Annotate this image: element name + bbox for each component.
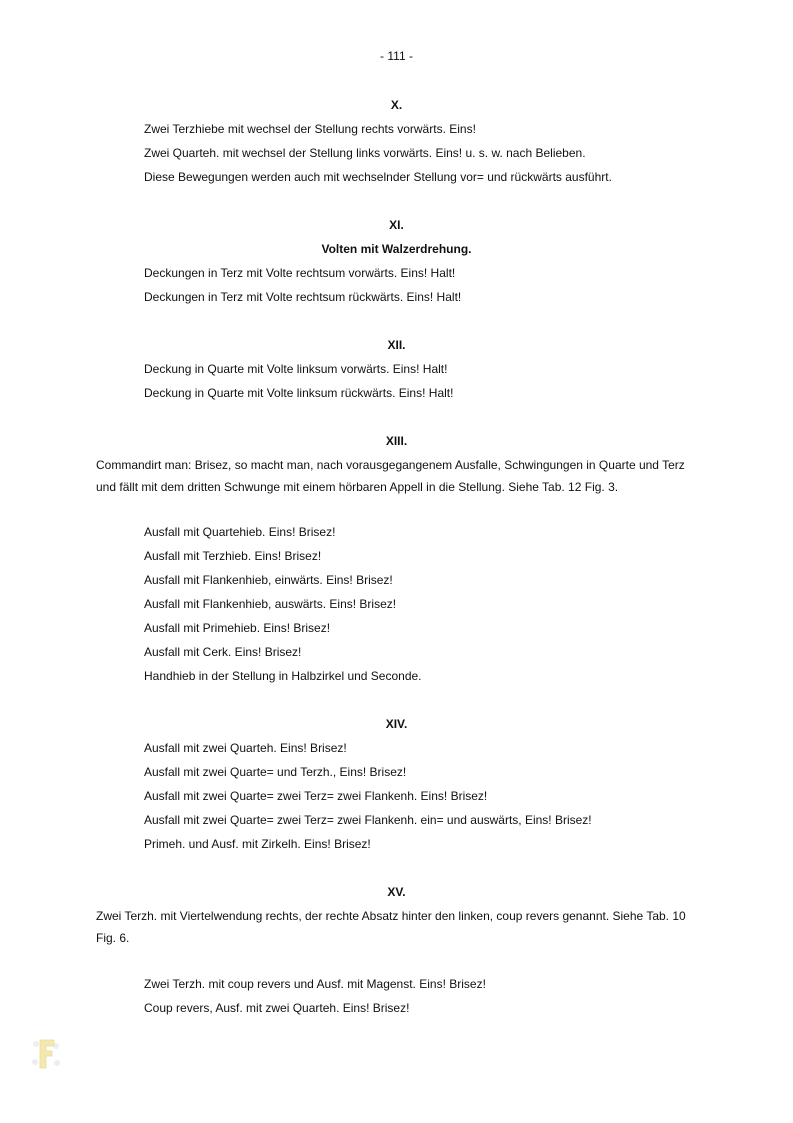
paragraph: Zwei Terzh. mit Viertelwendung rechts, der rechte Absatz hinter den linken, coup revers genannt. Siehe Tab. 10 Fig. 6.	[96, 909, 686, 945]
text-line: Coup revers, Ausf. mit zwei Quarteh. Eins! Brisez!	[144, 1001, 410, 1015]
section-subheading-xi: Volten mit Walzerdrehung.	[321, 242, 472, 256]
text-line: Ausfall mit zwei Quarteh. Eins! Brisez!	[144, 741, 347, 755]
text-line: Ausfall mit Cerk. Eins! Brisez!	[144, 645, 302, 659]
f-logo-icon	[30, 1036, 62, 1072]
text-line: Ausfall mit Terzhieb. Eins! Brisez!	[144, 549, 322, 563]
text-line: Zwei Terzhiebe mit wechsel der Stellung rechts vorwärts. Eins!	[144, 122, 476, 136]
text-line: Ausfall mit Primehieb. Eins! Brisez!	[144, 621, 331, 635]
text-line: Deckungen in Terz mit Volte rechtsum rückwärts. Eins! Halt!	[144, 290, 462, 304]
text-line: Deckungen in Terz mit Volte rechtsum vorwärts. Eins! Halt!	[144, 266, 456, 280]
text-line: Ausfall mit Flankenhieb, einwärts. Eins! Brisez!	[144, 573, 393, 587]
section-heading-xiv: XIV.	[385, 717, 408, 731]
text-line: Ausfall mit zwei Quarte= zwei Terz= zwei Flankenh. ein= und auswärts, Eins! Brisez!	[144, 813, 592, 827]
text-line: Diese Bewegungen werden auch mit wechselnder Stellung vor= und rückwärts ausführt.	[144, 170, 612, 184]
section-heading-x: X.	[390, 98, 403, 112]
text-line: Zwei Terzh. mit coup revers und Ausf. mit Magenst. Eins! Brisez!	[144, 977, 486, 991]
page-number: - 111 -	[380, 49, 413, 63]
text-line: Ausfall mit zwei Quarte= zwei Terz= zwei Flankenh. Eins! Brisez!	[144, 789, 488, 803]
text-line: Ausfall mit Flankenhieb, auswärts. Eins! Brisez!	[144, 597, 397, 611]
section-heading-xi: XI.	[389, 218, 404, 232]
text-line: Deckung in Quarte mit Volte linksum vorwärts. Eins! Halt!	[144, 362, 448, 376]
text-line: Deckung in Quarte mit Volte linksum rückwärts. Eins! Halt!	[144, 386, 454, 400]
section-heading-xii: XII.	[387, 338, 406, 352]
text-line: Primeh. und Ausf. mit Zirkelh. Eins! Brisez!	[144, 837, 371, 851]
section-heading-xiii: XIII.	[385, 434, 408, 448]
text-line: Ausfall mit Quartehieb. Eins! Brisez!	[144, 525, 336, 539]
text-line: Ausfall mit zwei Quarte= und Terzh., Eins! Brisez!	[144, 765, 407, 779]
text-line: Zwei Quarteh. mit wechsel der Stellung links vorwärts. Eins! u. s. w. nach Belieben.	[144, 146, 586, 160]
section-heading-xv: XV.	[387, 885, 406, 899]
text-line: Handhieb in der Stellung in Halbzirkel und Seconde.	[144, 669, 422, 683]
paragraph: Commandirt man: Brisez, so macht man, nach vorausgegangenem Ausfalle, Schwingungen in Quarte und Terz und fällt mit dem dritten Schwunge mit einem hörbaren Appell in die Stellung. Siehe Tab. 12 Fig. 3.	[96, 458, 685, 494]
